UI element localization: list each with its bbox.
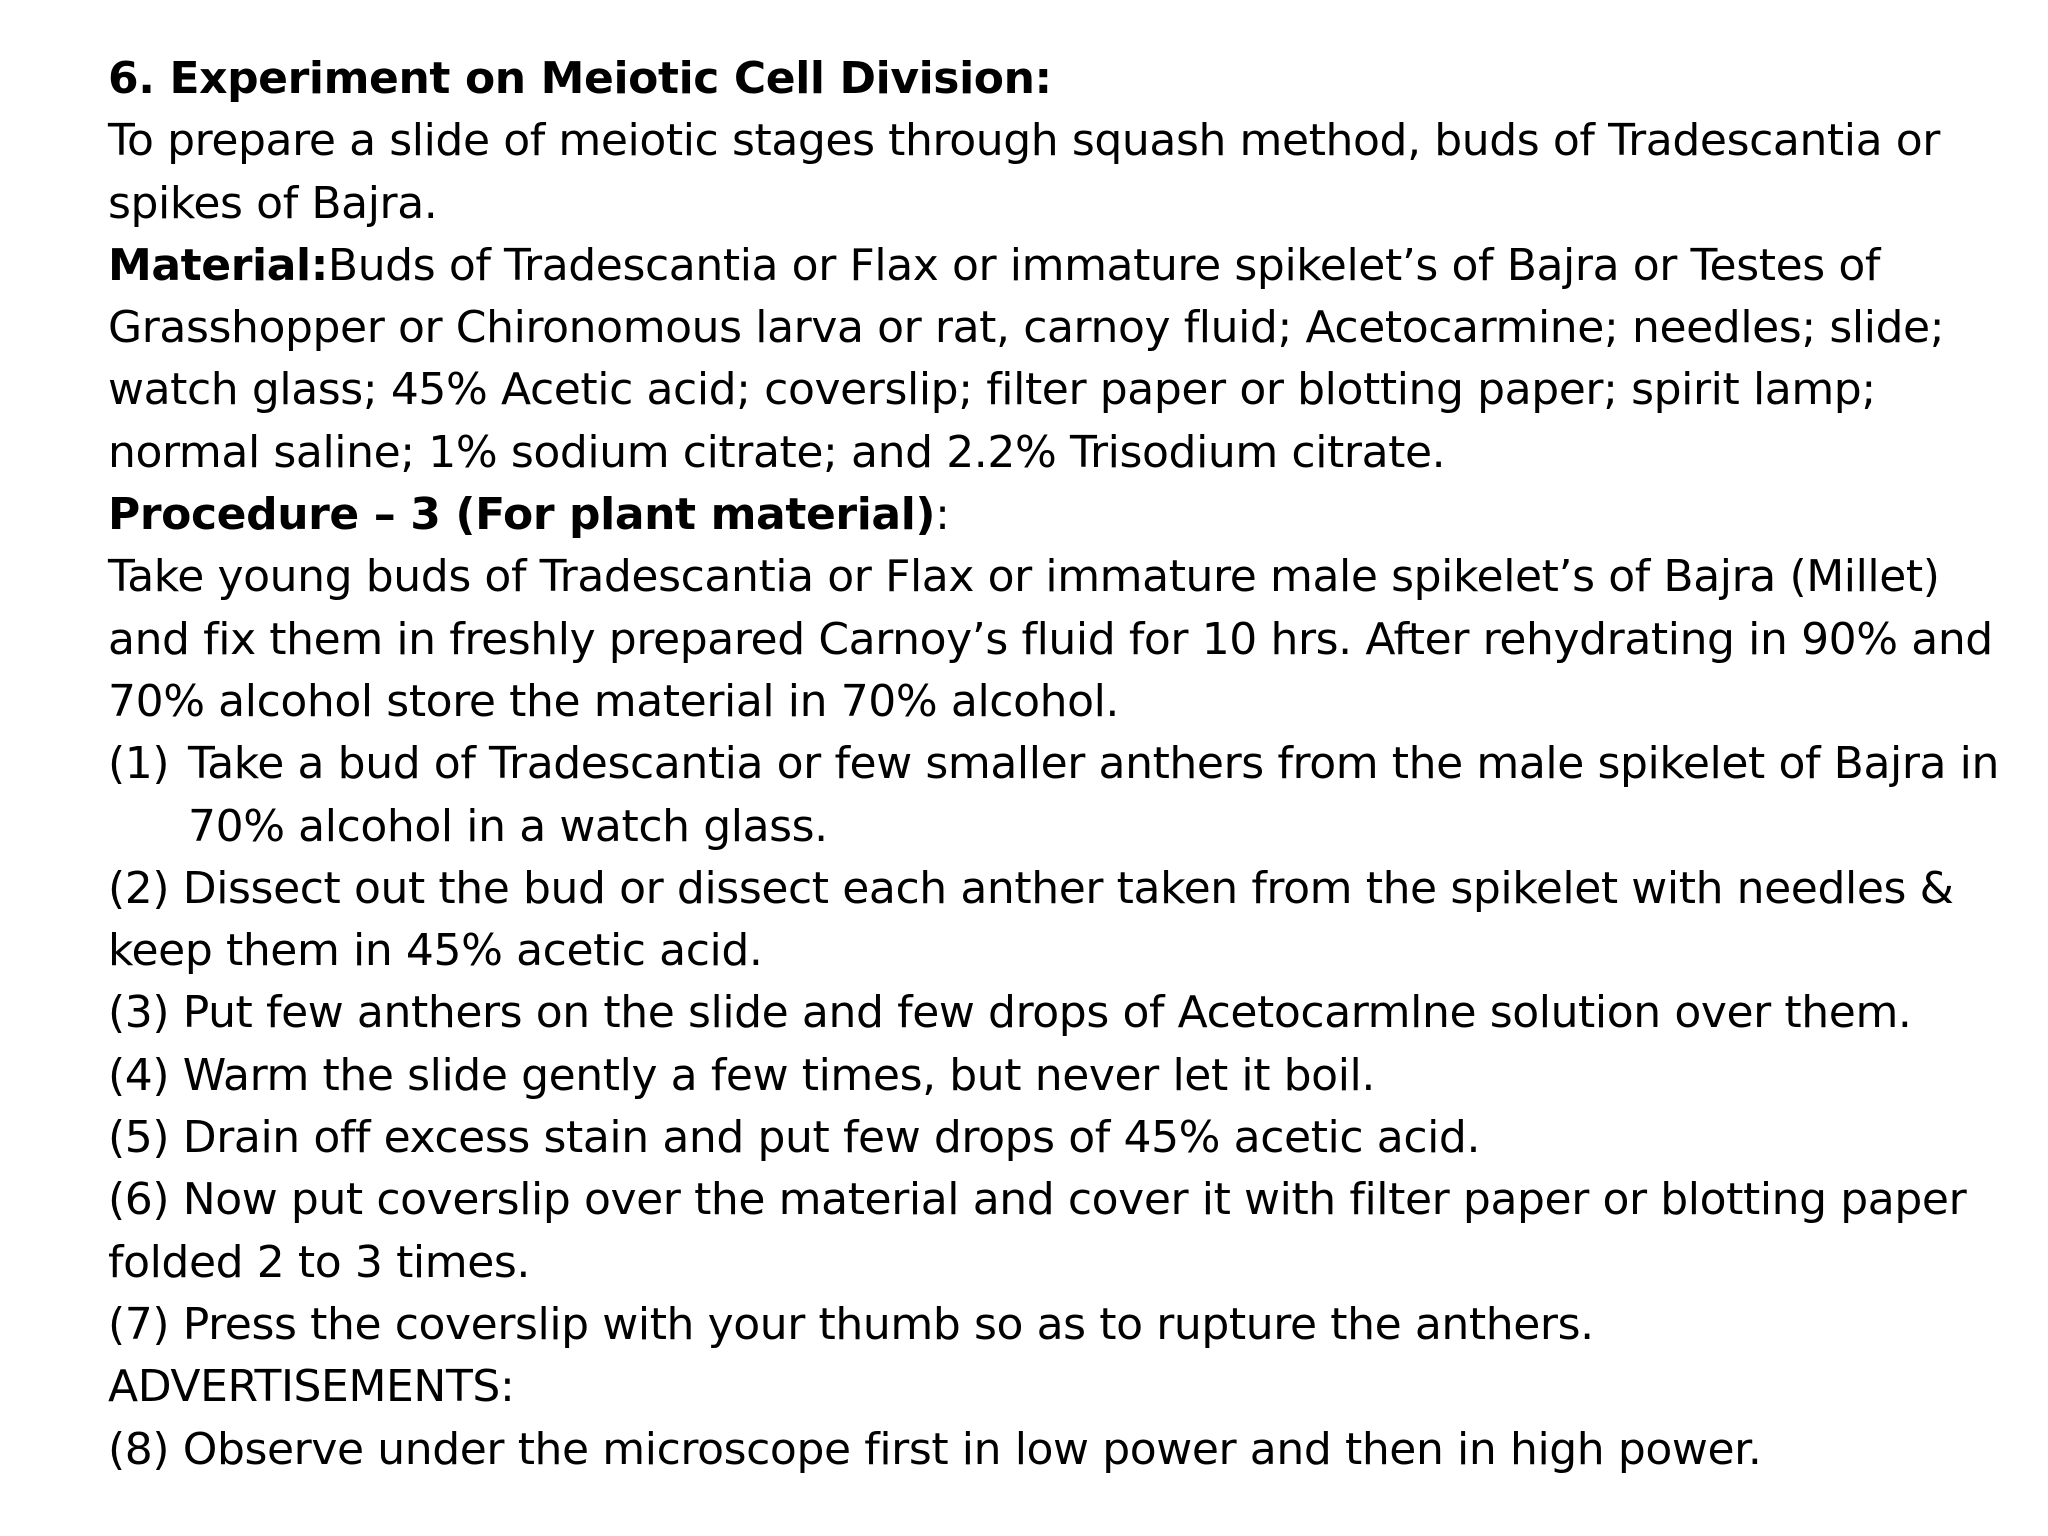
step-8: (8) Observe under the microscope first in low power and then in high power. xyxy=(108,1423,1762,1475)
material-line: watch glass; 45% Acetic acid; coverslip; filter paper or blotting paper; spirit lamp; xyxy=(108,364,1876,416)
step-text: Take a bud of Tradescantia or few smaller anthers from the male spikelet of Bajra in xyxy=(188,738,1999,790)
intro-line: spikes of Bajra. xyxy=(108,177,438,229)
material-line: normal saline; 1% sodium citrate; and 2.2% Trisodium citrate. xyxy=(108,426,1446,478)
material-line xyxy=(108,235,2008,297)
procedure-heading xyxy=(108,484,2008,546)
step-2-continuation: keep them in 45% acetic acid. xyxy=(108,925,763,977)
procedure-heading-text: Procedure – 3 (For plant material) xyxy=(108,489,936,541)
procedure-intro-line: 70% alcohol store the material in 70% alcohol. xyxy=(108,675,1120,727)
step-2: (2) Dissect out the bud or dissect each anther taken from the spikelet with needles & xyxy=(108,862,1954,914)
intro-line: To prepare a slide of meiotic stages through squash method, buds of Tradescantia or xyxy=(108,115,1940,167)
material-line: Grasshopper or Chironomous larva or rat, carnoy fluid; Acetocarmine; needles; slide; xyxy=(108,302,1945,354)
step-5: (5) Drain off excess stain and put few drops of 45% acetic acid. xyxy=(108,1112,1481,1164)
step-number: (1) xyxy=(108,738,170,790)
step-6-continuation: folded 2 to 3 times. xyxy=(108,1236,530,1288)
section-title: 6. Experiment on Meiotic Cell Division: xyxy=(108,53,1052,104)
step-6: (6) Now put coverslip over the material and cover it with filter paper or blotting paper xyxy=(108,1174,1967,1226)
step-4: (4) Warm the slide gently a few times, but never let it boil. xyxy=(108,1049,1375,1101)
step-7: (7) Press the coverslip with your thumb so as to rupture the anthers. xyxy=(108,1298,1594,1350)
document-body xyxy=(108,48,2008,1481)
material-text: Buds of Tradescantia or Flax or immature spikelet’s of Bajra or Testes of xyxy=(327,239,1880,291)
step-3: (3) Put few anthers on the slide and few drops of Acetocarmlne solution over them. xyxy=(108,987,1912,1039)
step-1-continuation: 70% alcohol in a watch glass. xyxy=(188,800,828,852)
step-1 xyxy=(108,733,2008,795)
advertisements-label: ADVERTISEMENTS: xyxy=(108,1361,515,1413)
procedure-intro-line: Take young buds of Tradescantia or Flax or immature male spikelet’s of Bajra (Millet) xyxy=(108,551,1940,603)
material-label: Material: xyxy=(108,239,328,291)
procedure-heading-suffix: : xyxy=(935,489,950,541)
procedure-intro-line: and fix them in freshly prepared Carnoy’s fluid for 10 hrs. After rehydrating in 90% and xyxy=(108,613,1993,665)
